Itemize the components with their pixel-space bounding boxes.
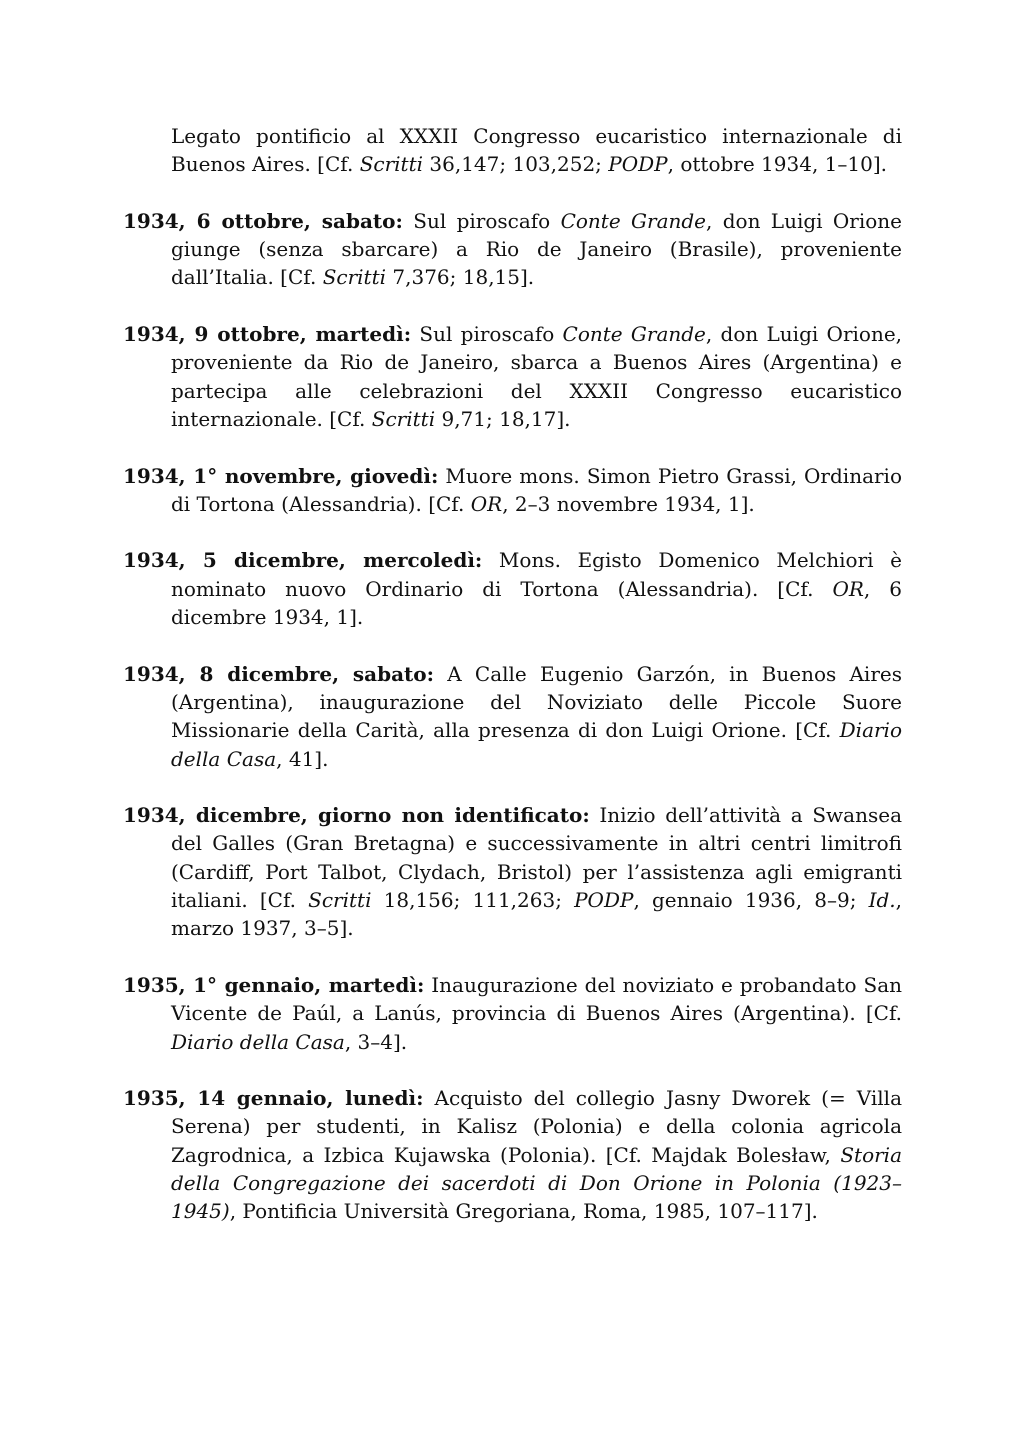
entry-text: , gennaio 1936, 8–9; bbox=[633, 888, 869, 913]
entry-text: Inizio dell’attività a Swansea del Galles (Gran Bretagna) e successivamente in altri centri limitrofi (Cardiff, Port Talbot, Clydach, Bristol) per l’assistenza agli emigranti italiani. [Cf. bbox=[171, 803, 903, 913]
chronology-entry-continuation bbox=[123, 122, 902, 179]
entry-text: 18,156; 111,263; bbox=[371, 888, 575, 913]
chronology-entry bbox=[123, 801, 902, 942]
entry-text: , don Luigi Orione, proveniente da Rio de Janeiro, sbarca a Buenos Aires (Argentina) e partecipa alle celebrazioni del XXXII Congresso eucaristico internazionale. [Cf. bbox=[171, 322, 903, 431]
chronology-entry bbox=[123, 1084, 902, 1225]
source-title: OR bbox=[470, 491, 503, 516]
entry-text: , marzo 1937, 3–5]. bbox=[171, 888, 903, 941]
entry-text: 36,147; 103,252; bbox=[423, 152, 609, 177]
document-page bbox=[123, 122, 902, 1254]
entry-text: 9,71; 18,17]. bbox=[435, 406, 571, 431]
chronology-entry bbox=[123, 971, 902, 1056]
entry-text: Inaugurazione del noviziato e probandato San Vicente de Paúl, a Lanús, provincia di Buenos Aires (Argentina). [Cf. bbox=[171, 972, 903, 1026]
source-title: OR bbox=[832, 576, 864, 601]
source-title: PODP bbox=[574, 888, 634, 913]
chronology-entry bbox=[123, 207, 902, 292]
entry-text: , 3–4]. bbox=[344, 1029, 408, 1054]
entry-text: Muore mons. Simon Pietro Grassi, Ordinario di Tortona (Alessandria). [Cf. bbox=[171, 463, 902, 516]
source-title: PODP bbox=[608, 152, 668, 177]
ship-name: Conte Grande bbox=[562, 322, 706, 347]
chronology-entry bbox=[123, 320, 902, 433]
chronology-entry bbox=[123, 546, 902, 631]
entry-text: Acquisto del collegio Jasny Dworek (= Villa Serena) per studenti, in Kalisz (Polonia) e della colonia agricola Zagrodnica, a Izbica Kujawska (Polonia). [Cf. Majdak Bolesław, bbox=[171, 1086, 902, 1167]
entry-text: , ottobre 1934, 1–10]. bbox=[667, 152, 887, 177]
entry-text: Mons. Egisto Domenico Melchiori è nominato nuovo Ordinario di Tortona (Alessandria). [Cf. bbox=[171, 548, 902, 601]
entry-date: 1934, 1° novembre, giovedì: bbox=[123, 463, 439, 488]
entry-date: 1934, 9 ottobre, martedì: bbox=[123, 322, 412, 347]
entry-text: , don Luigi Orione giunge (senza sbarcare) a Rio de Janeiro (Brasile), proveniente dall’Italia. [Cf. bbox=[171, 208, 903, 290]
entry-date: 1934, 6 ottobre, sabato: bbox=[123, 208, 403, 233]
ship-name: Conte Grande bbox=[560, 208, 707, 233]
source-title: Scritti bbox=[322, 265, 387, 290]
chronology-entry bbox=[123, 660, 902, 773]
source-title: Storia della Congregazione dei sacerdoti di Don Orione in Polonia (1923–1945) bbox=[171, 1142, 902, 1224]
entry-text: , 6 dicembre 1934, 1]. bbox=[171, 576, 902, 630]
source-title: Scritti bbox=[371, 406, 436, 431]
source-title: Diario della Casa bbox=[171, 1029, 345, 1054]
entry-text: A Calle Eugenio Garzón, in Buenos Aires (Argentina), inaugurazione del Noviziato delle Piccole Suore Missionarie della Carità, alla presenza di don Luigi Orione. [Cf. bbox=[171, 661, 902, 743]
entry-date: 1934, dicembre, giorno non identificato: bbox=[123, 803, 590, 828]
entry-text: , Pontificia Università Gregoriana, Roma, 1985, 107–117]. bbox=[229, 1199, 818, 1224]
entry-text: , 41]. bbox=[276, 746, 329, 771]
entry-date: 1935, 1° gennaio, martedì: bbox=[123, 972, 425, 997]
entry-text: 7,376; 18,15]. bbox=[386, 265, 535, 290]
entry-date: 1934, 5 dicembre, mercoledì: bbox=[123, 548, 483, 573]
entry-text: , 2–3 novembre 1934, 1]. bbox=[502, 491, 755, 516]
entry-date: 1934, 8 dicembre, sabato: bbox=[123, 661, 435, 686]
entry-date: 1935, 14 gennaio, lunedì: bbox=[123, 1086, 424, 1111]
source-title: Id. bbox=[868, 888, 896, 913]
source-title: Scritti bbox=[359, 152, 424, 177]
entry-text: Sul piroscafo bbox=[402, 208, 561, 233]
source-title: Diario della Casa bbox=[171, 718, 902, 771]
source-title: Scritti bbox=[308, 888, 372, 913]
entry-text: Legato pontificio al XXXII Congresso eucaristico internazionale di Buenos Aires. [Cf. bbox=[171, 124, 902, 177]
entry-text: Sul piroscafo bbox=[411, 322, 563, 347]
chronology-entry bbox=[123, 462, 902, 519]
